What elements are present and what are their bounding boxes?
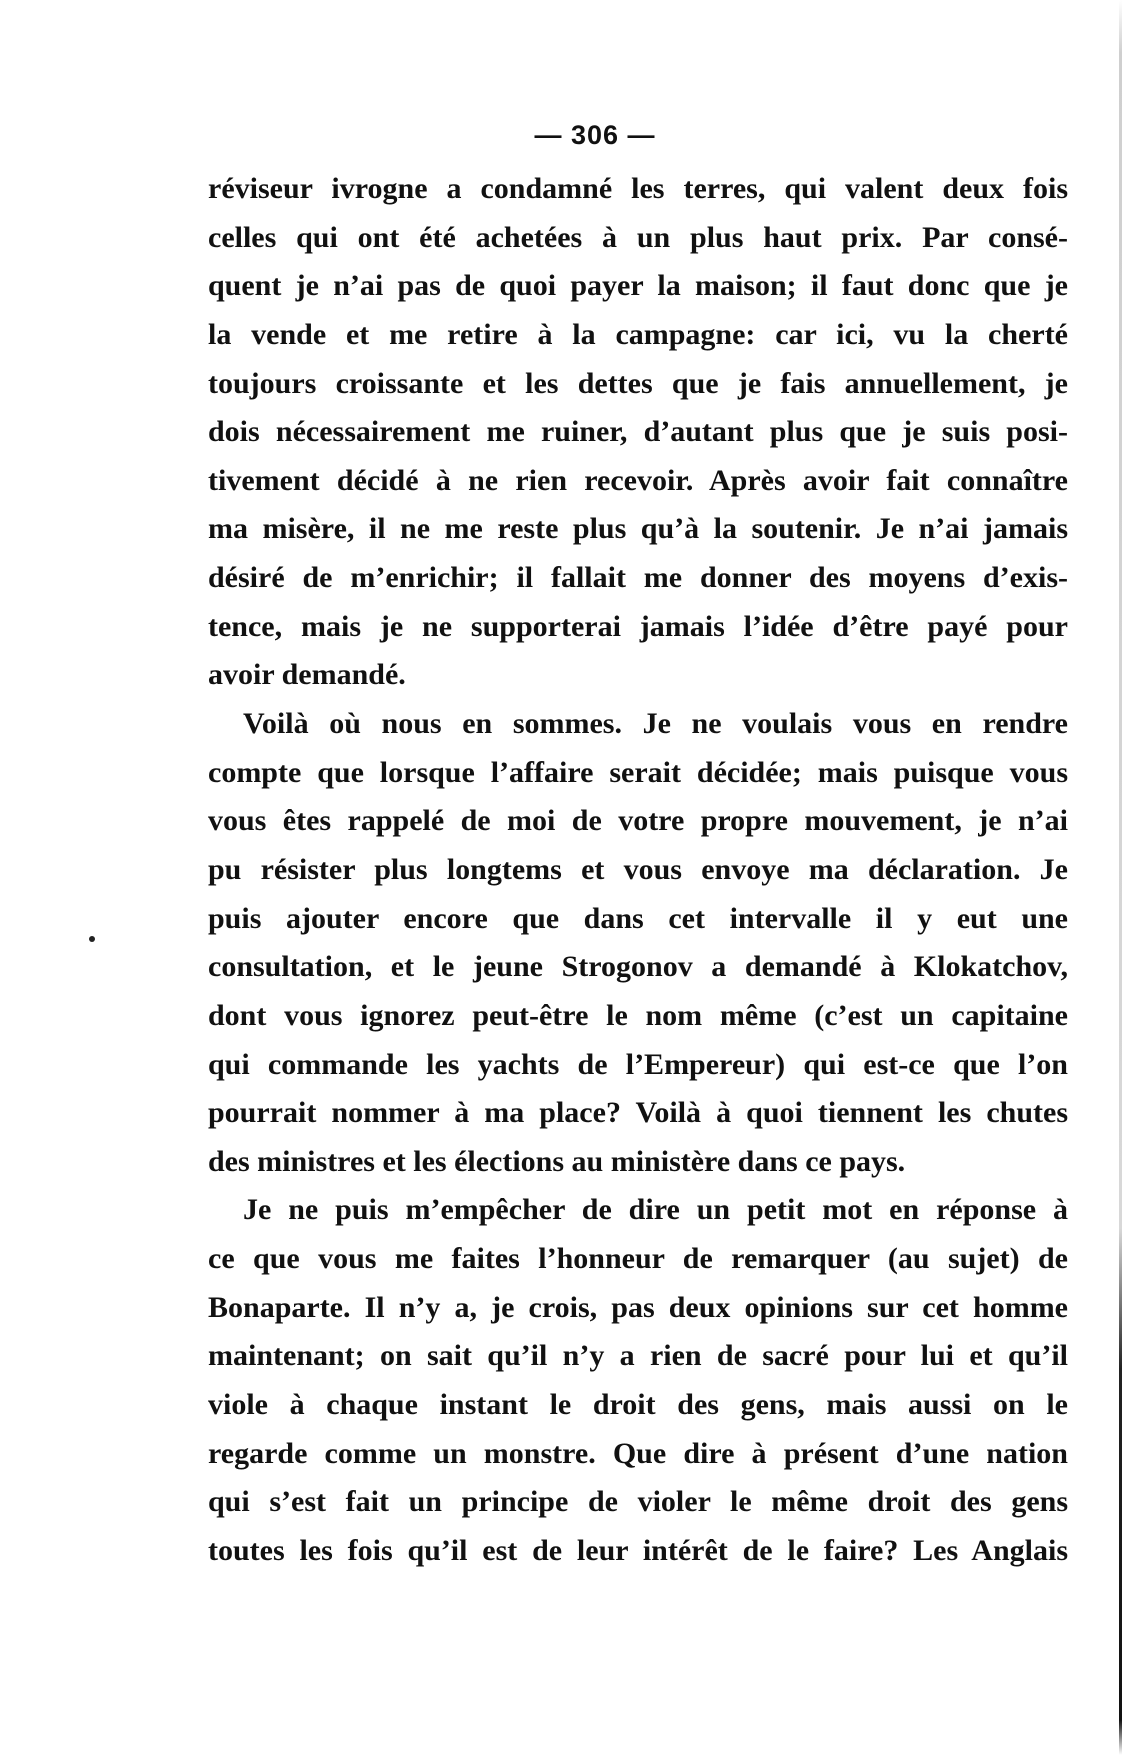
text-line: Bonaparte. Il n’y a, je crois, pas deux opinions sur cet homme <box>208 1290 1068 1324</box>
text-line: tivement décidé à ne rien recevoir. Après avoir fait connaître <box>208 463 1068 497</box>
text-line: désiré de m’enrichir; il fallait me donner des moyens d’exis- <box>208 561 1068 595</box>
text-line: tence, mais je ne supporterai jamais l’idée d’être payé pour <box>208 609 1068 643</box>
text-line: qui commande les yachts de l’Empereur) qui est-ce que l’on <box>208 1047 1068 1081</box>
text-line: ce que vous me faites l’honneur de remarquer (au sujet) de <box>208 1242 1068 1276</box>
text-line: qui s’est fait un principe de violer le même droit des gens <box>208 1485 1068 1519</box>
text-line: toutes les fois qu’il est de leur intérêt de le faire? Les Anglais <box>208 1533 1068 1567</box>
body-text <box>208 165 1068 1576</box>
text-line: regarde comme un monstre. Que dire à présent d’une nation <box>208 1436 1068 1470</box>
page-number: — 306 — <box>534 120 656 150</box>
text-line: vous êtes rappelé de moi de votre propre mouvement, je n’ai <box>208 804 1068 838</box>
text-line: quent je n’ai pas de quoi payer la maison; il faut donc que je <box>208 269 1068 303</box>
text-line: pu résister plus longtems et vous envoye ma déclaration. Je <box>208 852 1068 886</box>
text-line: dois nécessairement me ruiner, d’autant plus que je suis posi- <box>208 415 1068 449</box>
text-line: des ministres et les élections au ministère dans ce pays. <box>208 1144 906 1178</box>
ink-speck <box>89 936 95 942</box>
text-line: la vende et me retire à la campagne: car ici, vu la cherté <box>208 317 1068 351</box>
text-line: toujours croissante et les dettes que je fais annuellement, je <box>208 366 1068 400</box>
page-edge <box>1119 0 1122 1755</box>
text-line: réviseur ivrogne a condamné les terres, qui valent deux fois <box>208 172 1068 205</box>
text-line: viole à chaque instant le droit des gens, mais aussi on le <box>208 1388 1068 1422</box>
text-line: Je ne puis m’empêcher de dire un petit mot en réponse à <box>243 1193 1068 1227</box>
text-line: maintenant; on sait qu’il n’y a rien de sacré pour lui et qu’il <box>208 1339 1068 1373</box>
text-line: celles qui ont été achetées à un plus haut prix. Par consé- <box>208 220 1068 254</box>
text-line: avoir demandé. <box>208 658 406 692</box>
text-line: puis ajouter encore que dans cet intervalle il y eut une <box>208 901 1068 935</box>
text-line: compte que lorsque l’affaire serait décidée; mais puisque vous <box>208 755 1068 789</box>
text-line: consultation, et le jeune Strogonov a demandé à Klokatchov, <box>208 950 1068 984</box>
text-line: pourrait nommer à ma place? Voilà à quoi tiennent les chutes <box>208 1096 1068 1130</box>
text-line: ma misère, il ne me reste plus qu’à la soutenir. Je n’ai jamais <box>208 512 1068 546</box>
text-line: dont vous ignorez peut-être le nom même (c’est un capitaine <box>208 998 1068 1032</box>
text-line: Voilà où nous en sommes. Je ne voulais vous en rendre <box>243 707 1068 741</box>
